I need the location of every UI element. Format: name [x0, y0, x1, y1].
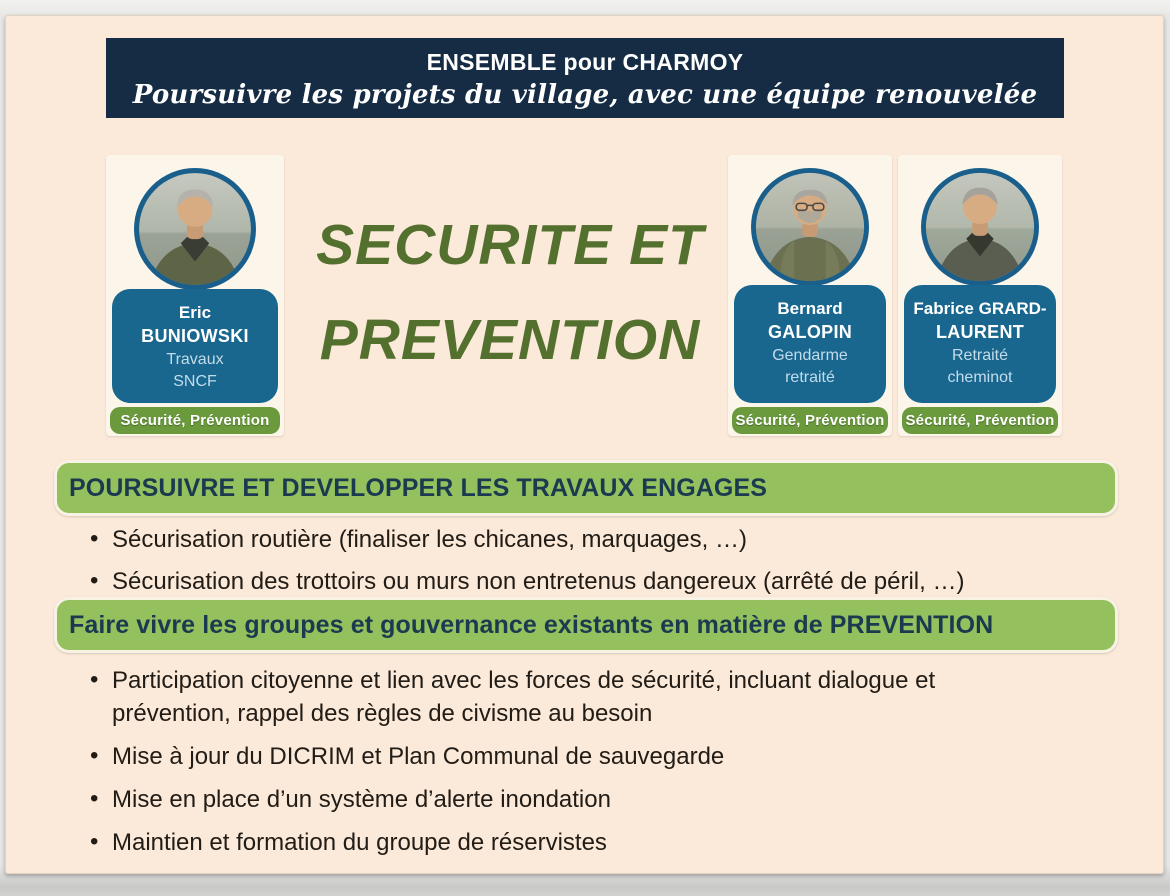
commission-badge: Sécurité, Prévention: [732, 407, 888, 434]
candidate-last-name: GALOPIN: [767, 322, 853, 342]
candidate-role-line1: Gendarme: [772, 347, 848, 364]
candidate-name-panel: [112, 289, 278, 403]
bullet-item: • Mise à jour du DICRIM et Plan Communal de sauvegarde: [86, 740, 1036, 773]
candidate-card-fabrice-grard-laurent: [898, 155, 1062, 436]
candidate-first-name: Bernard: [777, 299, 843, 318]
candidate-photo-icon: [132, 168, 258, 290]
bullet-item: • Mise en place d’un système d’alerte inondation: [86, 783, 1036, 816]
candidate-first-name: Fabrice GRARD-: [913, 299, 1047, 318]
section-heading-prevention: Faire vivre les groupes et gouvernance existants en matière de PREVENTION: [54, 597, 1118, 653]
candidate-role-line2: SNCF: [173, 373, 217, 390]
candidate-role-line1: Retraité: [951, 347, 1009, 364]
section-heading-travaux: POURSUIVRE ET DEVELOPPER LES TRAVAUX ENGAGES: [54, 460, 1118, 516]
candidate-photo-icon: [751, 168, 869, 286]
candidate-photo-icon: [921, 168, 1039, 286]
presentation-slide: [5, 15, 1164, 874]
candidate-role-line2: retraité: [785, 369, 835, 386]
bullet-list-prevention: [86, 664, 1036, 869]
candidate-card-bernard-galopin: [728, 155, 892, 436]
commission-badge: Sécurité, Prévention: [902, 407, 1058, 434]
bullet-list-travaux: [86, 523, 1096, 607]
candidate-role-line2: cheminot: [947, 369, 1013, 386]
candidate-card-eric-buniowski: [106, 155, 284, 436]
bullet-item: • Sécurisation des trottoirs ou murs non entretenus dangereux (arrêté de péril, …): [86, 565, 1096, 598]
campaign-banner: [106, 38, 1064, 118]
candidate-role-line1: Travaux: [166, 351, 224, 368]
page-title-line2: PREVENTION: [319, 308, 701, 372]
page-title-line1: SECURITE ET: [316, 213, 704, 277]
campaign-slogan: Poursuivre les projets du village, avec une équipe renouvelée: [132, 79, 1038, 110]
candidate-name-panel: [904, 285, 1056, 403]
campaign-title: ENSEMBLE pour CHARMOY: [426, 48, 744, 75]
candidate-name-panel: [734, 285, 886, 403]
candidate-last-name: BUNIOWSKI: [141, 326, 249, 346]
candidate-last-name: LAURENT: [935, 322, 1025, 342]
commission-badge: Sécurité, Prévention: [110, 407, 280, 434]
candidate-first-name: Eric: [178, 303, 212, 322]
bullet-item: • Maintien et formation du groupe de réservistes: [86, 826, 1036, 859]
bullet-item: • Participation citoyenne et lien avec les forces de sécurité, incluant dialogue et prévention, rappel des règles de civisme au besoin: [86, 664, 1036, 730]
page-title: [284, 198, 736, 388]
bullet-item: • Sécurisation routière (finaliser les chicanes, marquages, …): [86, 523, 1096, 556]
